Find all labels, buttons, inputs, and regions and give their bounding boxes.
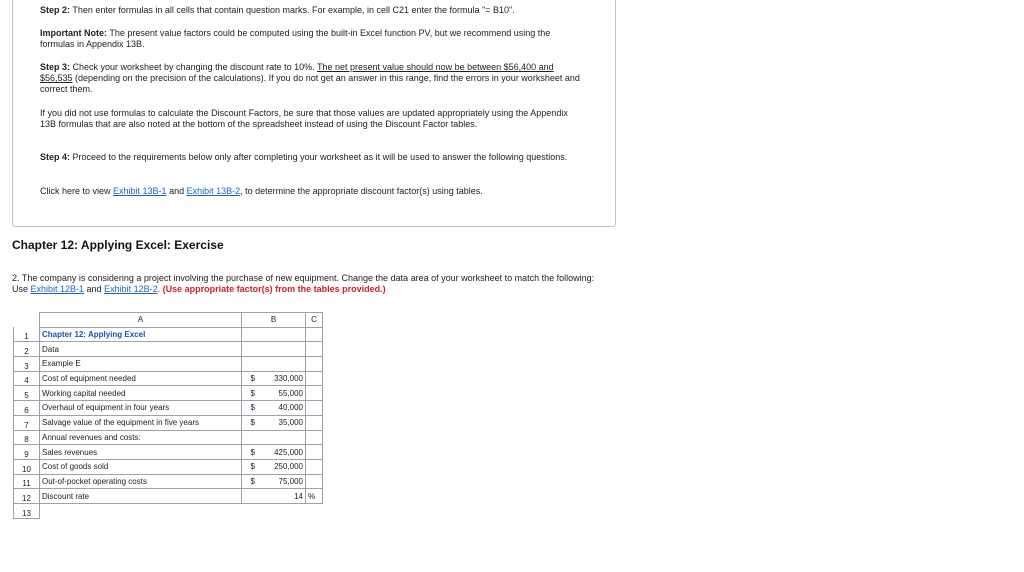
question-text [12, 273, 612, 295]
chapter-heading: Chapter 12: Applying Excel: Exercise [12, 238, 224, 252]
cell-c2[interactable] [306, 342, 323, 357]
step2-paragraph [40, 5, 585, 16]
cell-a1[interactable]: Chapter 12: Applying Excel [40, 327, 242, 342]
step3-label: Step 3: [40, 62, 71, 72]
cell-b8[interactable] [264, 430, 306, 445]
click-post-text: , to determine the appropriate discount factor(s) using tables. [240, 186, 483, 196]
exhibit-13b-2-link[interactable]: Exhibit 13B-2 [186, 186, 241, 196]
column-header-a: A [40, 313, 242, 328]
step3-text-a: Check your worksheet by changing the discount rate to 10%. [70, 62, 317, 72]
row-number: 9 [14, 445, 40, 460]
cell-b1[interactable] [264, 327, 306, 342]
sheet-row-4 [14, 371, 323, 386]
row-number: 3 [14, 357, 40, 372]
cell-b7-currency: $ [242, 415, 264, 430]
cell-b10-currency: $ [242, 459, 264, 474]
step4-paragraph [40, 152, 585, 163]
question-period: . [157, 284, 163, 294]
cell-a3[interactable]: Example E [40, 357, 242, 372]
question-and: and [84, 284, 105, 294]
cell-c11[interactable] [306, 474, 323, 489]
cell-a5[interactable]: Working capital needed [40, 386, 242, 401]
cell-c12[interactable]: % [306, 489, 323, 504]
cell-b2-currency [242, 342, 264, 357]
spreadsheet [13, 312, 323, 519]
note-text: The present value factors could be computed using the built-in Excel function PV, but we recommend using the formulas in Appendix 13B. [40, 28, 551, 49]
cell-c1[interactable] [306, 327, 323, 342]
cell-b1-currency [242, 327, 264, 342]
corner-cell [14, 313, 40, 328]
row-number: 12 [14, 489, 40, 504]
column-header-c: C [306, 313, 323, 328]
cell-a11[interactable]: Out-of-pocket operating costs [40, 474, 242, 489]
row-number: 7 [14, 415, 40, 430]
cell-c6[interactable] [306, 401, 323, 416]
important-note-paragraph [40, 28, 585, 50]
step4-label: Step 4: [40, 152, 71, 162]
exhibit-12b-1-link[interactable]: Exhibit 12B-1 [30, 284, 85, 294]
sheet-row-8 [14, 430, 323, 445]
sheet-row-6 [14, 401, 323, 416]
sheet-row-10 [14, 459, 323, 474]
cell-b7[interactable]: 35,000 [264, 415, 306, 430]
cell-b4[interactable]: 330,000 [264, 371, 306, 386]
cell-b11[interactable]: 75,000 [264, 474, 306, 489]
step2-text: Then enter formulas in all cells that contain question marks. For example, in cell C21 enter the formula "= B10". [70, 5, 515, 15]
cell-c5[interactable] [306, 386, 323, 401]
cell-b5-currency: $ [242, 386, 264, 401]
sheet-row-2 [14, 342, 323, 357]
factors-text: If you did not use formulas to calculate the Discount Factors, be sure that those values are updated appropriately using the Appendix 13B formulas that are also noted at the bottom of the spreadsheet instead of using the Discount Factor tables. [40, 108, 568, 129]
cell-a4[interactable]: Cost of equipment needed [40, 371, 242, 386]
exhibit-12b-2-link[interactable]: Exhibit 12B-2 [104, 284, 158, 294]
cell-a2[interactable]: Data [40, 342, 242, 357]
step3-text-b: (depending on the precision of the calculations). If you do not get an answer in this range, find the errors in your worksheet and correct them. [40, 73, 580, 94]
cell-b10[interactable]: 250,000 [264, 459, 306, 474]
cell-b2[interactable] [264, 342, 306, 357]
row-number: 11 [14, 474, 40, 489]
exhibit-links-paragraph [40, 186, 585, 197]
row-number: 6 [14, 401, 40, 416]
step3-paragraph [40, 62, 585, 95]
cell-c9[interactable] [306, 445, 323, 460]
cell-b3[interactable] [264, 357, 306, 372]
cell-b4-currency: $ [242, 371, 264, 386]
cell-b9-currency: $ [242, 445, 264, 460]
sheet-row-1 [14, 327, 323, 342]
column-header-b: B [242, 313, 306, 328]
exhibit-13b-1-link[interactable]: Exhibit 13B-1 [113, 186, 167, 196]
sheet-row-3 [14, 357, 323, 372]
cell-b6-currency: $ [242, 401, 264, 416]
cell-c8[interactable] [306, 430, 323, 445]
row-number: 5 [14, 386, 40, 401]
cell-a6[interactable]: Overhaul of equipment in four years [40, 401, 242, 416]
cell-c4[interactable] [306, 371, 323, 386]
row-number: 10 [14, 459, 40, 474]
row-number: 2 [14, 342, 40, 357]
cell-a8[interactable]: Annual revenues and costs: [40, 430, 242, 445]
cell-b6[interactable]: 40,000 [264, 401, 306, 416]
question-emphasis: (Use appropriate factor(s) from the tables provided.) [162, 284, 386, 294]
cell-b3-currency [242, 357, 264, 372]
sheet-row-7 [14, 415, 323, 430]
step2-label: Step 2: [40, 5, 71, 15]
click-pre-text: Click here to view [40, 186, 114, 196]
cell-b12[interactable]: 14 [264, 489, 306, 504]
sheet-row-12 [14, 489, 323, 504]
cell-a12[interactable]: Discount rate [40, 489, 242, 504]
sheet-row-11 [14, 474, 323, 489]
cell-b11-currency: $ [242, 474, 264, 489]
question-text-a: 2. The company is considering a project involving the purchase of new equipment. Change the data area of your worksheet to match the following: Use [12, 273, 595, 294]
npv-range-text: The net present value should now be between $56,400 and $56,535 [40, 62, 554, 83]
cell-b8-currency [242, 430, 264, 445]
cell-c10[interactable] [306, 459, 323, 474]
discount-factors-paragraph [40, 108, 585, 130]
cell-b12-currency [242, 489, 264, 504]
sheet-row-13 [14, 503, 323, 518]
row-number: 8 [14, 430, 40, 445]
sheet-row-9 [14, 445, 323, 460]
cell-c3[interactable] [306, 357, 323, 372]
note-label: Important Note: [40, 28, 107, 38]
row-number: 4 [14, 371, 40, 386]
cell-a7[interactable]: Salvage value of the equipment in five years [40, 415, 242, 430]
row-number: 13 [14, 503, 40, 518]
cell-b9[interactable]: 425,000 [264, 445, 306, 460]
step4-text: Proceed to the requirements below only after completing your worksheet as it will be used to answer the following questions. [70, 152, 568, 162]
cell-a9[interactable]: Sales revenues [40, 445, 242, 460]
cell-b5[interactable]: 55,000 [264, 386, 306, 401]
click-and-text: and [166, 186, 187, 196]
spreadsheet-grid [13, 312, 323, 519]
cell-a10[interactable]: Cost of goods sold [40, 459, 242, 474]
empty-row-area [40, 503, 323, 518]
spreadsheet-body [14, 327, 323, 518]
cell-c7[interactable] [306, 415, 323, 430]
sheet-row-5 [14, 386, 323, 401]
row-number: 1 [14, 327, 40, 342]
